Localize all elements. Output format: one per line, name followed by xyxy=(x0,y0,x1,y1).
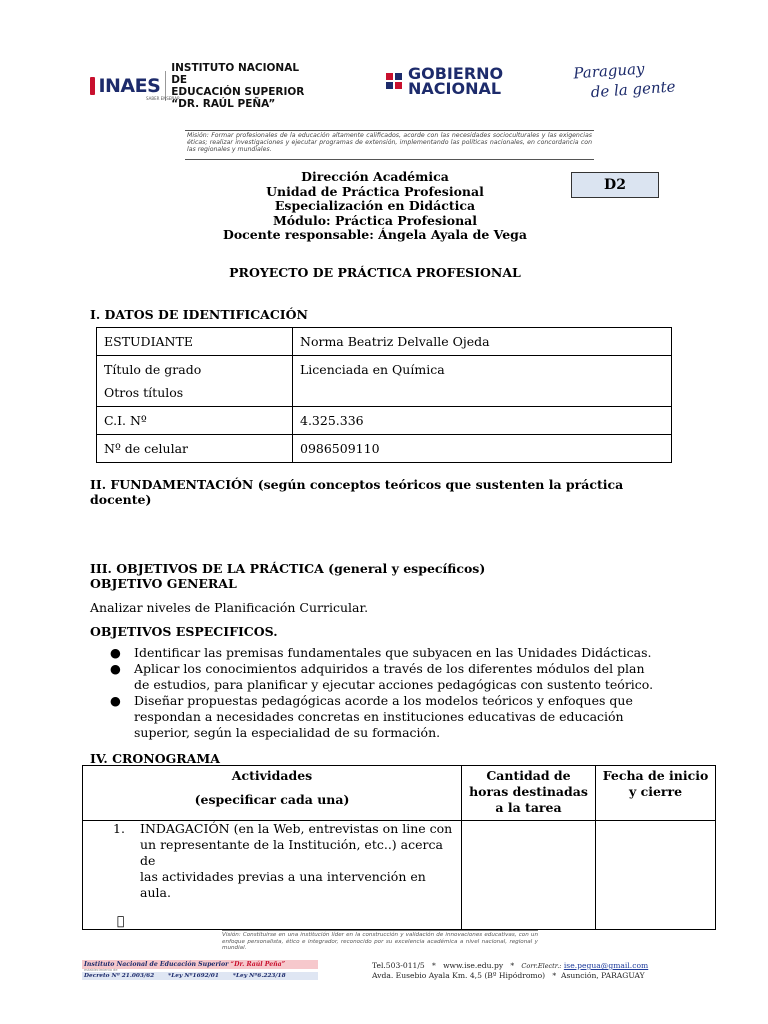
footer-phone: Tel.503-011/5 xyxy=(372,961,425,970)
gobierno-nacional-logo: GOBIERNO NACIONAL xyxy=(386,66,503,96)
header-cantidad-horas: Cantidad de horas destinadas a la tarea xyxy=(462,766,596,821)
footer-contact-block: Tel.503-011/5 * www.ise.edu.py * Corr.Electr.: ise.pegua@gmail.com Avda. Eusebio Ayala Km. 4,5 (Bº Hipódromo) * Asunción, PARAGUAY xyxy=(372,961,649,980)
footer-city: Asunción, PARAGUAY xyxy=(561,971,645,980)
dates-cell xyxy=(596,821,716,930)
project-title: PROYECTO DE PRÁCTICA PROFESIONAL xyxy=(229,265,521,280)
section-cronograma-title: IV. CRONOGRAMA xyxy=(90,751,220,766)
objetivos-especificos-title: OBJETIVOS ESPECIFICOS. xyxy=(90,624,278,639)
row-value: 0986509110 xyxy=(293,435,672,463)
footer-email-label: Corr.Electr.: xyxy=(521,962,562,970)
row-label: ESTUDIANTE xyxy=(97,328,293,356)
list-item: ● Aplicar los conocimientos adquiridos a través de los diferentes módulos del plan de estudios, para planificar y ejecutar acciones pedagógicas con sustento teórico. xyxy=(110,661,654,692)
document-code-badge: D2 xyxy=(571,172,659,198)
footer-ley-2: *Ley Nº6.223/18 xyxy=(232,973,286,979)
footer-decreto: Decreto Nº 21.003/62 xyxy=(84,973,155,979)
section-fundamentacion-title: II. FUNDAMENTACIÓN (según conceptos teóricos que sustenten la práctica docente) xyxy=(90,477,624,507)
inaes-mark-icon xyxy=(90,77,95,95)
row-value: Licenciada en Química xyxy=(293,356,672,407)
row-label: C.I. Nº xyxy=(97,407,293,435)
objetivo-general-title: OBJETIVO GENERAL xyxy=(90,576,237,591)
footer-institution-quote: “Dr. Raúl Peña” xyxy=(230,961,286,968)
inaes-wordmark: INAES xyxy=(98,75,161,97)
mission-statement: Misión: Formar profesionales de la educación altamente calificados, acorde con las necesidades socioculturales y las exigencias éticas; realizar investigaciones y ejecutar programas de extensión, implementando las políticas nacionales, en concordancia con las regionales y mundiales. xyxy=(185,130,594,160)
paraguay-de-la-gente-logo: Paraguay de la gente xyxy=(572,59,677,102)
table-row xyxy=(97,328,672,356)
list-item: ● Diseñar propuestas pedagógicas acorde a los modelos teóricos y enfoques que respondan a necesidades concretas en instituciones educativas de educación superior, según la especialidad de su formación. xyxy=(110,693,633,740)
activity-cell: 1. INDAGACIÓN (en la Web, entrevistas on line con un representante de la Institución, etc..) acerca de las actividades previas a una intervención en aula. xyxy=(83,821,462,930)
table-row xyxy=(97,407,672,435)
gobierno-mark-icon xyxy=(386,73,402,89)
inaes-institution-name: INSTITUTO NACIONAL DE EDUCACIÓN SUPERIOR “DR. RAÚL PEÑA” xyxy=(171,62,305,110)
row-value: Norma Beatriz Delvalle Ojeda xyxy=(293,328,672,356)
table-row xyxy=(97,356,672,407)
bullet-icon: ● xyxy=(110,661,121,676)
row-label: Nº de celular xyxy=(97,435,293,463)
table-row xyxy=(83,821,716,930)
footer-small-note: establecimiento de xyxy=(84,968,118,972)
row-value: 4.325.336 xyxy=(293,407,672,435)
section-objetivos-title: III. OBJETIVOS DE LA PRÁCTICA (general y específicos) xyxy=(90,561,486,576)
list-item: ● Identificar las premisas fundamentales que subyacen en las Unidades Didácticas. xyxy=(110,645,652,660)
footer-address: Avda. Eusebio Ayala Km. 4,5 (Bº Hipódromo) xyxy=(372,971,546,980)
bullet-icon: ● xyxy=(110,645,121,660)
placeholder-glyph xyxy=(117,913,457,929)
cronograma-table xyxy=(82,765,716,930)
footer-website-link[interactable]: www.ise.edu.py xyxy=(443,961,504,970)
objetivos-especificos-list xyxy=(90,645,665,741)
document-header-titles: Dirección Académica Unidad de Práctica Profesional Especialización en Didáctica Módulo: Práctica Profesional Docente responsable: Ángela Ayala de Vega xyxy=(222,169,528,242)
footer-email-link[interactable]: ise.pegua@gmail.com xyxy=(563,961,649,970)
inaes-logo xyxy=(90,62,305,110)
vision-statement: Visión: Constituirse en una institución líder en la construcción y validación de innovaciones educativas, con un enfoque personalista, ético e integrador, reconocido por su excelencia académica a nivel nacional, regional y mundial. xyxy=(222,932,538,952)
section-identification-title: I. DATOS DE IDENTIFICACIÓN xyxy=(90,307,308,322)
header-actividades: Actividades (especificar cada una) xyxy=(83,766,462,821)
hours-cell xyxy=(462,821,596,930)
footer-ley-1: *Ley Nº1692/01 xyxy=(168,973,219,979)
table-row xyxy=(97,435,672,463)
footer-institution-name: Instituto Nacional de Educación Superior xyxy=(84,961,229,968)
inaes-tagline: SABER ENSEÑAR xyxy=(146,96,180,101)
row-label: Título de grado Otros títulos xyxy=(97,356,293,407)
objetivo-general-text: Analizar niveles de Planificación Curricular. xyxy=(90,600,369,615)
header-fecha: Fecha de inicio y cierre xyxy=(596,766,716,821)
footer-institution-block xyxy=(82,960,318,982)
table-header-row xyxy=(83,766,716,821)
bullet-icon: ● xyxy=(110,693,121,708)
identification-table xyxy=(96,327,672,463)
